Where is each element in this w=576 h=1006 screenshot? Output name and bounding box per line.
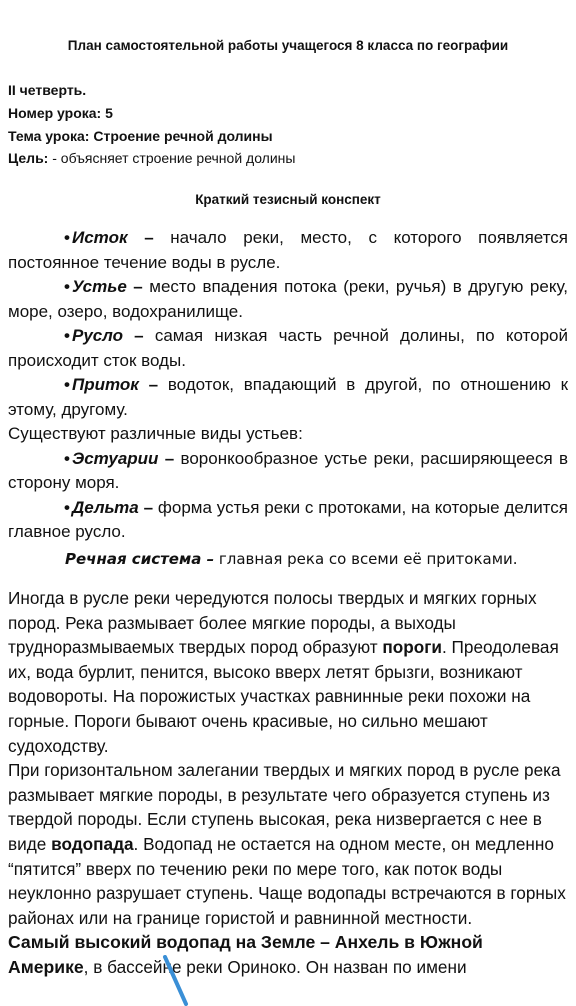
bold-term-rapids: пороги — [382, 637, 442, 658]
term-dash: – — [138, 375, 168, 394]
term-item — [8, 324, 568, 373]
river-system-text: главная река со всеми её притоками. — [214, 550, 518, 568]
term-dash: – — [122, 326, 155, 345]
river-system-definition — [65, 550, 518, 568]
term-definition: форма устья реки с протоками, на которые делится главное русло. — [8, 497, 568, 541]
term-name: Русло — [72, 326, 123, 345]
bold-term-waterfall: водопада — [51, 833, 134, 854]
term-name: Исток — [72, 228, 128, 247]
term-item — [8, 226, 568, 275]
term-dash: – — [127, 228, 171, 247]
term-definition: начало реки, место, с которого появляется постоянное течение воды в русле. — [8, 228, 568, 272]
bullet-icon: • — [64, 448, 70, 468]
goal-label: Цель: — [8, 150, 49, 166]
river-system-term: Речная система – — [65, 550, 215, 568]
summary-heading: Краткий тезисный конспект — [195, 192, 381, 207]
paragraph-text: Иногда в русле реки чередуются полосы твердых и мягких горных пород. Река размывает более мягкие породы, а выходы трудноразмываемых твердых пород образуют — [8, 588, 537, 658]
term-name: Приток — [72, 375, 139, 394]
term-name: Устье — [72, 277, 127, 296]
mouth-type-item — [8, 447, 568, 496]
pen-mark-icon — [160, 955, 200, 1006]
term-item — [8, 275, 568, 324]
term-name: Эстуарии — [72, 448, 159, 468]
paragraph-text: . Преодолевая их, вода бурлит, пенится, высоко вверх летят брызги, возникают водовороты. На порожистых участках равнинные реки похожи на горные. Пороги бывают очень красивые, но сильно мешают судоходству. — [8, 637, 559, 756]
term-definition: место впадения потока (реки, ручья) в другую реку, море, озеро, водохранилище. — [8, 277, 568, 321]
mouth-types-intro: Существуют различные виды устьев: — [8, 424, 303, 443]
paragraph-waterfalls — [8, 758, 568, 930]
pen-stroke — [165, 957, 186, 1004]
lesson-goal-line — [8, 147, 295, 169]
goal-text: - объясняет строение речной долины — [48, 150, 296, 166]
terms-list — [8, 226, 568, 545]
bullet-icon: • — [64, 277, 70, 296]
highlight-angel-falls: Самый высокий водопад на Земле – Анхель в Южной Америке — [8, 932, 483, 977]
paragraph-text: . Водопад не остается на одном месте, он медленно “пятится” вверх по течению реки по мере того, как поток воды неуклонно разрушает ступень. Чаще водопады встречаются в горных районах или на границе гористой и равнинной местности. — [8, 833, 566, 928]
paragraph-text: , в бассейне реки Ориноко. Он назван по имени — [83, 956, 467, 977]
term-item — [8, 373, 568, 422]
term-definition: воронкообразное устье реки, расширяющееся в сторону моря. — [8, 448, 569, 492]
main-text — [8, 586, 568, 980]
lesson-number-line: Номер урока: 5 — [8, 105, 113, 121]
term-dash: – — [158, 448, 181, 468]
paragraph-angel-falls — [8, 930, 568, 979]
term-dash: – — [138, 497, 158, 517]
term-definition: самая низкая часть речной долины, по которой происходит сток воды. — [8, 326, 568, 370]
term-definition: водоток, впадающий в другой, по отношению к этому, другому. — [8, 375, 568, 419]
term-dash: – — [126, 277, 150, 296]
term-name: Дельта — [72, 497, 139, 517]
bullet-icon: • — [64, 375, 70, 394]
bullet-icon: • — [64, 497, 70, 517]
bullet-icon: • — [64, 228, 70, 247]
document-title: План самостоятельной работы учащегося 8 класса по географии — [67, 38, 509, 53]
bullet-icon: • — [64, 326, 70, 345]
mouth-type-item — [8, 496, 568, 545]
paragraph-text: При горизонтальном залегании твердых и мягких пород в русле река размывает мягкие породы, в результате чего образуется ступень из твердой породы. Если ступень высокая, река низвергается с нее в виде — [8, 760, 561, 854]
quarter-line: II четверть. — [8, 82, 87, 98]
paragraph-rapids — [8, 586, 568, 758]
lesson-topic-line: Тема урока: Строение речной долины — [8, 128, 273, 144]
